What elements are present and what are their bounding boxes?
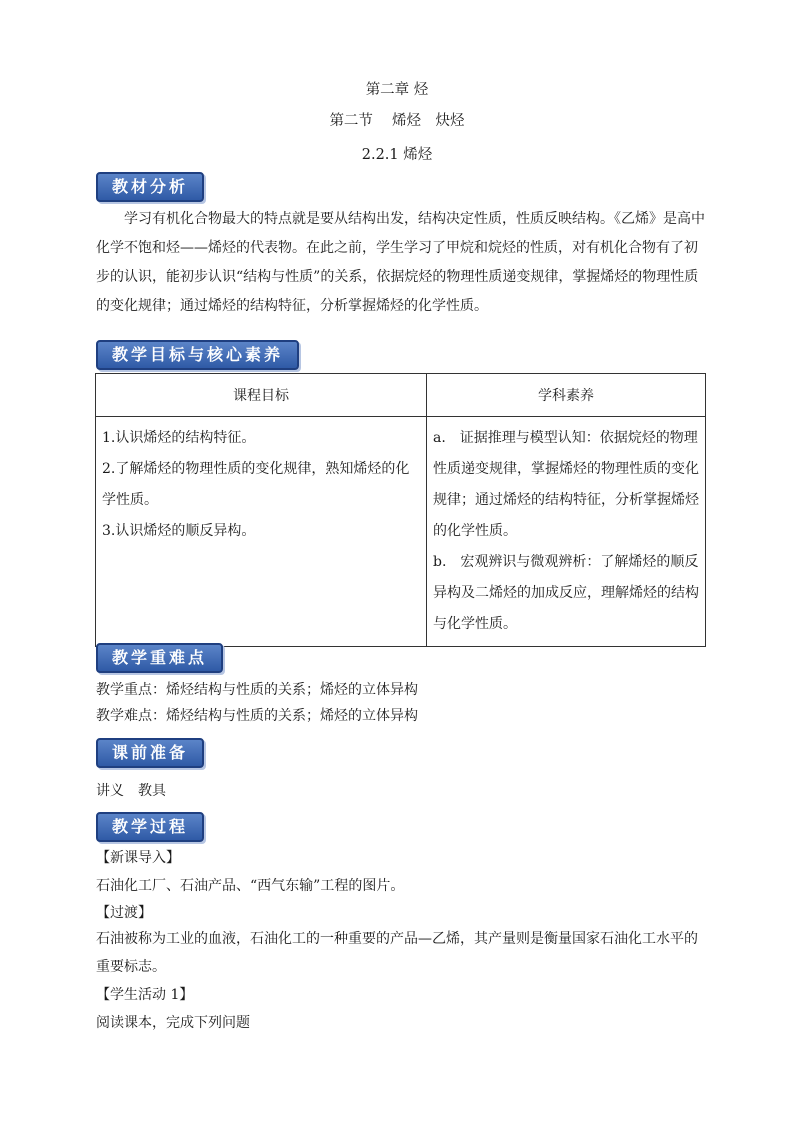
literacy-item: a. 证据推理与模型认知：依据烷烃的物理性质递变规律，掌握烯烃的物理性质的变化规律；通过烯烃的结构特征，分析掌握烯烃的化学性质。 — [433, 430, 699, 539]
section-title: 第二节 烯烃 炔烃 — [329, 113, 465, 129]
table-header-row — [96, 374, 706, 417]
literacy-cell — [427, 417, 706, 647]
transition-label: 【过渡】 — [96, 905, 152, 921]
lesson-title: 2.2.1 烯烃 — [361, 147, 433, 163]
section-badge-analysis: 教材分析 — [96, 172, 204, 202]
chapter-title: 第二章 烃 — [365, 82, 429, 98]
activity-label: 【学生活动 1】 — [96, 987, 194, 1003]
goal-item: 3.认识烯烃的顺反异构。 — [102, 523, 256, 539]
section-badge-keypoints: 教学重难点 — [96, 643, 223, 673]
goal-item: 2.了解烯烃的物理性质的变化规律，熟知烯烃的化学性质。 — [102, 461, 410, 508]
literacy-item: b. 宏观辨识与微观辨析：了解烯烃的顺反异构及二烯烃的加成反应，理解烯烃的结构与化学性质。 — [433, 554, 699, 632]
section-badge-process: 教学过程 — [96, 812, 204, 842]
intro-text: 石油化工厂、石油产品、“西气东输”工程的图片。 — [96, 878, 405, 894]
table-header-literacy: 学科素养 — [427, 374, 706, 417]
table-header-goals: 课程目标 — [96, 374, 427, 417]
objectives-table — [95, 373, 706, 647]
activity-text: 阅读课本，完成下列问题 — [96, 1015, 250, 1031]
difficult-point-text: 教学难点：烯烃结构与性质的关系；烯烃的立体异构 — [96, 708, 418, 724]
section-badge-objectives: 教学目标与核心素养 — [96, 340, 299, 370]
table-row — [96, 417, 706, 647]
goal-item: 1.认识烯烃的结构特征。 — [102, 430, 256, 446]
goals-cell — [96, 417, 427, 647]
key-point-text: 教学重点：烯烃结构与性质的关系；烯烃的立体异构 — [96, 682, 418, 698]
intro-label: 【新课导入】 — [96, 850, 180, 866]
analysis-paragraph: 学习有机化合物最大的特点就是要从结构出发，结构决定性质，性质反映结构。《乙烯》是高中化学不饱和烃——烯烃的代表物。在此之前，学生学习了甲烷和烷烃的性质，对有机化合物有了初步的认识，能初步认识“结构与性质”的关系，依据烷烃的物理性质递变规律，掌握烯烃的物理性质的变化规律；通过烯烃的结构特征，分析掌握烯烃的化学性质。 — [96, 211, 705, 314]
section-badge-prep: 课前准备 — [96, 738, 204, 768]
transition-text: 石油被称为工业的血液，石油化工的一种重要的产品—乙烯，其产量则是衡量国家石油化工水平的重要标志。 — [96, 931, 698, 975]
prep-text: 讲义 教具 — [96, 783, 166, 799]
